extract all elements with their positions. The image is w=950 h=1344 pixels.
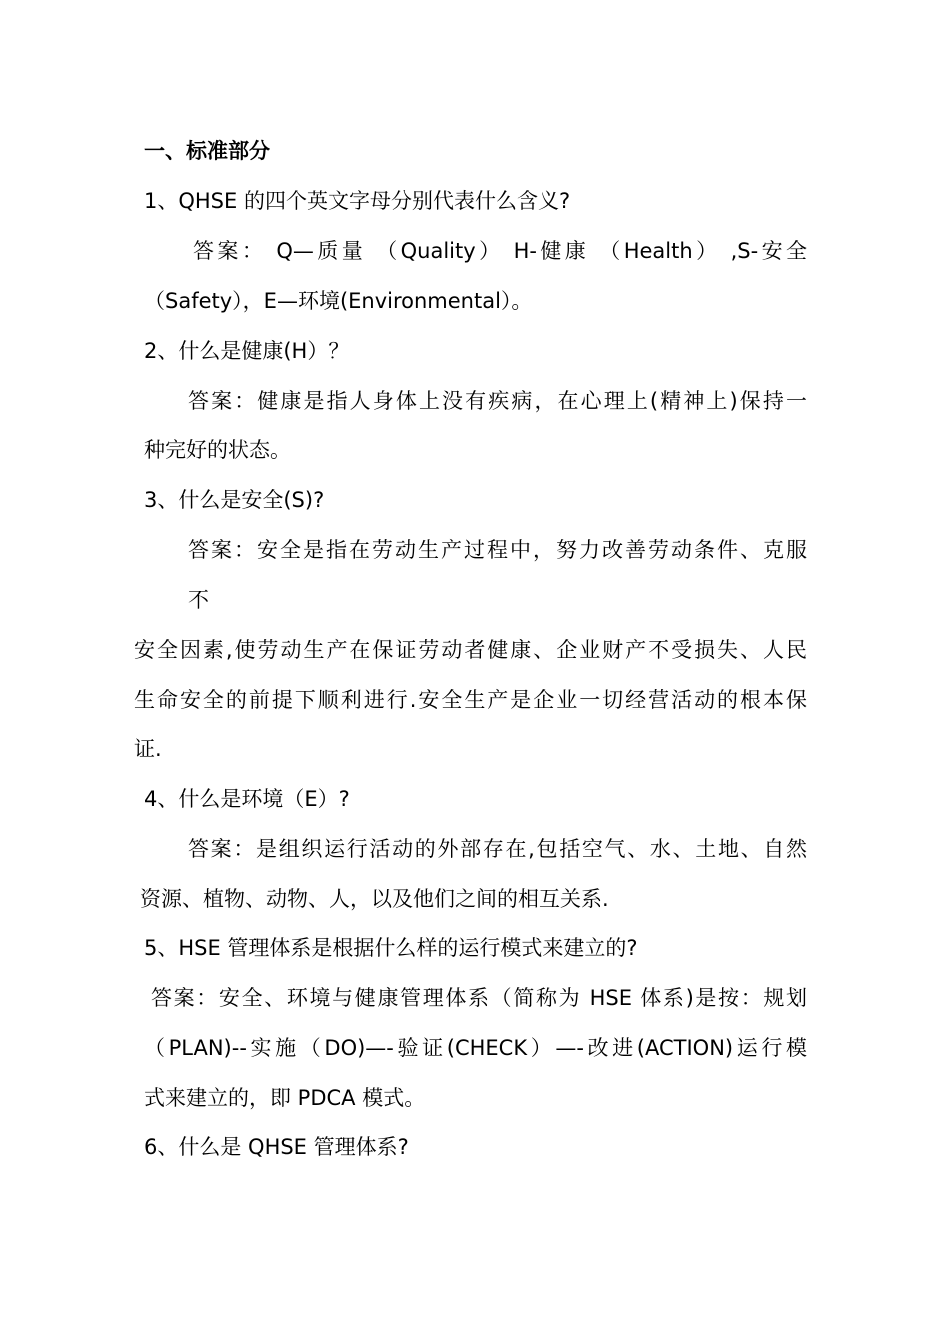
question-1: 1、QHSE 的四个英文字母分别代表什么含义? — [144, 189, 571, 213]
question-4: 4、什么是环境（E）? — [144, 787, 350, 811]
answer-3-line-3: 安全因素,使劳动生产在保证劳动者健康、企业财产不受损失、人民 — [134, 638, 807, 662]
answer-3-line-1: 答案：安全是指在劳动生产过程中，努力改善劳动条件、克服 — [188, 538, 807, 562]
answer-5-line-2: （PLAN)--实施（DO)—-验证(CHECK）—-改进(ACTION)运行模 — [144, 1036, 807, 1060]
question-2: 2、什么是健康(H）？ — [144, 339, 350, 363]
question-3: 3、什么是安全(S)? — [144, 488, 325, 512]
answer-1-line-2: （Safety），E—环境(Environmental）。 — [144, 289, 533, 313]
question-6: 6、什么是 QHSE 管理体系? — [144, 1135, 409, 1159]
answer-3-line-4: 生命安全的前提下顺利进行.安全生产是企业一切经营活动的根本保 — [134, 688, 807, 712]
answer-3-line-2: 不 — [188, 588, 209, 612]
answer-3-line-5: 证. — [134, 737, 162, 761]
answer-1-line-1: 答案： Q—质量 （Quality） H-健康 （Health） ,S-安全 — [193, 239, 807, 263]
question-5: 5、HSE 管理体系是根据什么样的运行模式来建立的? — [144, 936, 638, 960]
section-title: 一、标准部分 — [144, 139, 270, 163]
answer-5-line-3: 式来建立的，即 PDCA 模式。 — [144, 1086, 426, 1110]
answer-2-line-1: 答案：健康是指人身体上没有疾病，在心理上(精神上)保持一 — [188, 389, 807, 413]
answer-4-line-1: 答案：是组织运行活动的外部存在,包括空气、水、土地、自然 — [188, 837, 807, 861]
answer-5-line-1: 答案：安全、环境与健康管理体系（简称为 HSE 体系)是按：规划 — [151, 986, 807, 1010]
answer-2-line-2: 种完好的状态。 — [144, 438, 291, 462]
answer-4-line-2: 资源、植物、动物、人，以及他们之间的相互关系. — [140, 887, 609, 911]
